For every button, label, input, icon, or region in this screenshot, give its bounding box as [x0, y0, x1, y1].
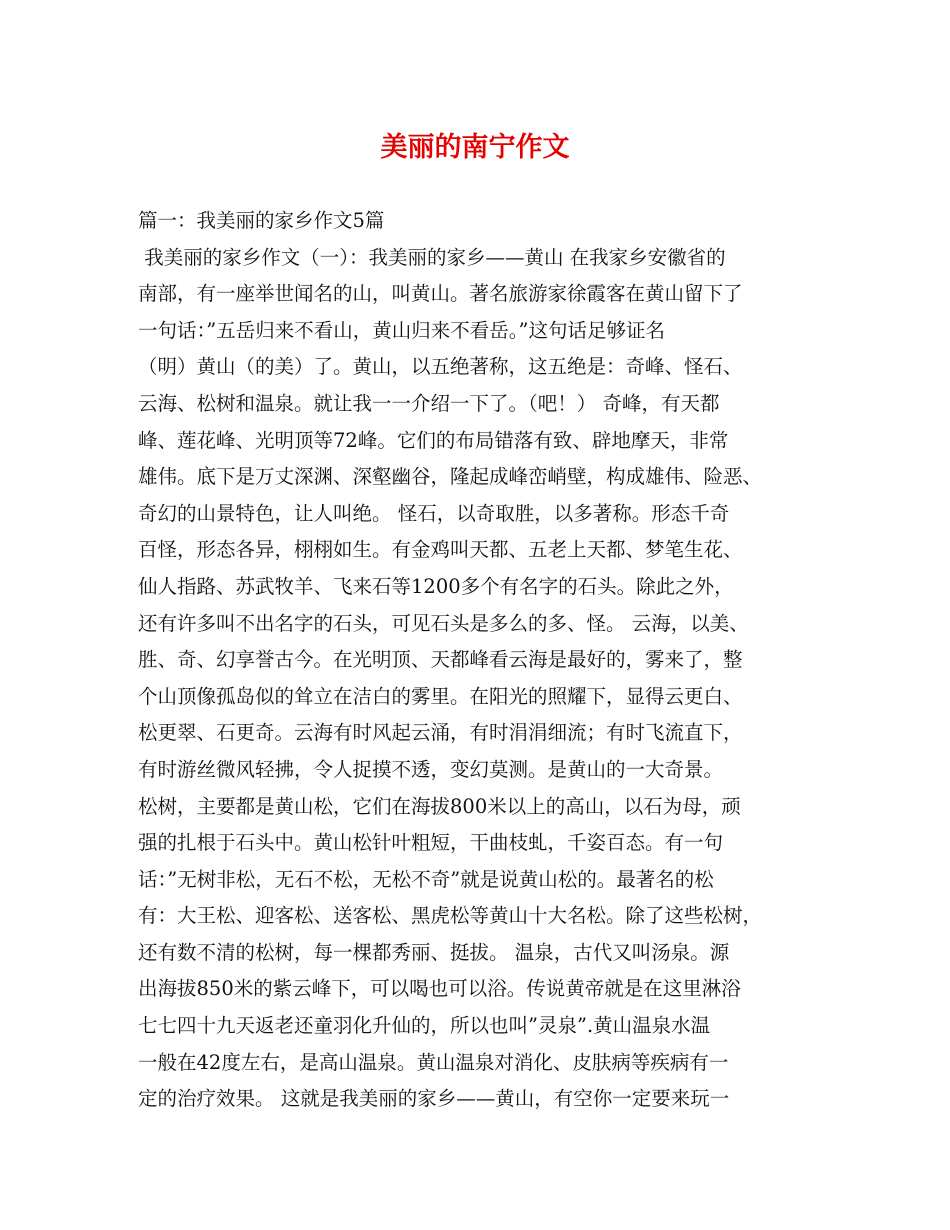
text-line: （明）黄山（的美）了。黄山，以五绝著称，这五绝是：奇峰、怪石、: [138, 355, 743, 379]
text-line: 一句话：”五岳归来不看山，黄山归来不看岳。”这句话足够证名: [138, 318, 665, 342]
document-title: 美丽的南宁作文: [380, 132, 570, 163]
text-line: 胜、奇、幻享誉古今。在光明顶、天都峰看云海是最好的，雾来了，整: [138, 648, 743, 672]
text-line: 南部，有一座举世闻名的山，叫黄山。著名旅游家徐霞客在黄山留下了: [138, 282, 743, 306]
text-line: 百怪，形态各异，栩栩如生。有金鸡叫天都、五老上天都、梦笔生花、: [138, 538, 743, 562]
text-line: 七七四十九天返老还童羽化升仙的，所以也叫”灵泉”.黄山温泉水温: [138, 1014, 711, 1038]
text-line: 云海、松树和温泉。就让我一一介绍一下了。（吧！） 奇峰，有天都: [138, 391, 720, 415]
text-line: 出海拔850米的紫云峰下，可以喝也可以浴。传说黄帝就是在这里淋浴: [138, 977, 741, 1001]
document-body: [138, 203, 828, 1118]
text-line: 奇幻的山景特色，让人叫绝。 怪石，以奇取胜，以多著称。形态千奇: [138, 501, 730, 525]
text-line: 有：大王松、迎客松、送客松、黑虎松等黄山十大名松。除了这些松树，: [138, 904, 763, 928]
text-line: 峰、莲花峰、光明顶等72峰。它们的布局错落有致、辟地摩天，非常: [138, 428, 729, 452]
text-line: 一般在42度左右，是高山温泉。黄山温泉对消化、皮肤病等疾病有一: [138, 1050, 729, 1074]
text-line: 还有数不清的松树，每一棵都秀丽、挺拔。 温泉，古代又叫汤泉。源: [138, 940, 730, 964]
text-line: 有时游丝微风轻拂，令人捉摸不透，变幻莫测。是黄山的一大奇景。: [138, 757, 724, 781]
text-line: 话：”无树非松，无石不松，无松不奇”就是说黄山松的。最著名的松: [138, 867, 714, 891]
text-line: 松树，主要都是黄山松，它们在海拔800米以上的高山，以石为母，顽: [138, 794, 741, 818]
text-line: 还有许多叫不出名字的石头，可见石头是多么的多、怪。 云海，以美、: [138, 611, 749, 635]
text-line: 仙人指路、苏武牧羊、飞来石等1200多个有名字的石头。除此之外，: [138, 574, 734, 598]
text-line: 松更翠、石更奇。云海有时风起云涌，有时涓涓细流；有时飞流直下，: [138, 721, 743, 745]
text-line: 强的扎根于石头中。黄山松针叶粗短，干曲枝虬，千姿百态。有一句: [138, 831, 724, 855]
text-line: 定的治疗效果。 这就是我美丽的家乡——黄山，有空你一定要来玩一: [138, 1087, 730, 1111]
text-line: 个山顶像孤岛似的耸立在洁白的雾里。在阳光的照耀下，显得云更白、: [138, 684, 743, 708]
text-line: 篇一：我美丽的家乡作文5篇: [138, 209, 385, 232]
text-line: 雄伟。底下是万丈深渊、深壑幽谷，隆起成峰峦峭壁，构成雄伟、险恶、: [138, 465, 763, 489]
text-line: 我美丽的家乡作文（一）：我美丽的家乡——黄山 在我家乡安徽省的: [138, 245, 726, 269]
